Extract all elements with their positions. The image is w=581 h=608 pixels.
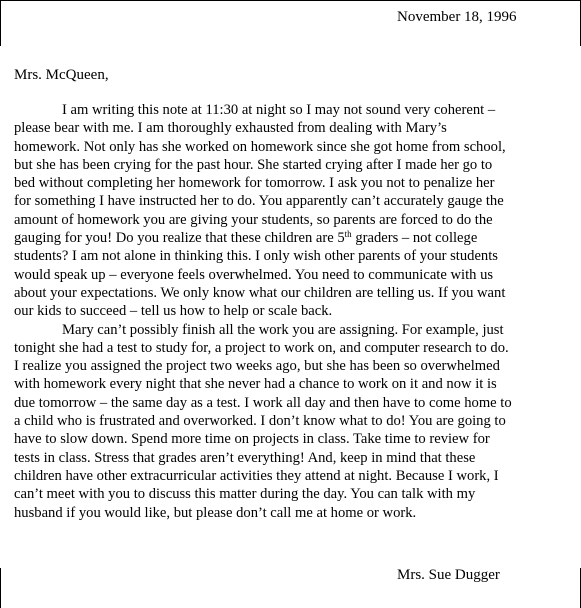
body-line: would speak up – everyone feels overwhelmed. You need to communicate with us <box>14 266 494 283</box>
paragraph-2 <box>14 321 572 522</box>
top-border-line <box>0 0 581 1</box>
body-line: with homework every night that she never had a chance to work on it and now it is <box>14 376 497 393</box>
body-line-part: gauging for you! Do you realize that these children are 5 <box>14 230 345 247</box>
left-border-tick-top <box>0 0 1 46</box>
body-line: have to slow down. Spend more time on projects in class. Take time to review for <box>14 431 490 448</box>
ordinal-superscript: th <box>344 229 352 240</box>
body-line-part: graders – not college <box>351 230 478 247</box>
body-line: homework. Not only has she worked on homework since she got home from school, <box>14 138 506 155</box>
paragraph-1 <box>14 101 572 321</box>
body-line: can’t meet with you to discuss this matter during the day. You can talk with my <box>14 486 476 503</box>
body-line: due tomorrow – the same day as a test. I work all day and then have to come home to <box>14 394 512 411</box>
body-line: our kids to succeed – tell us how to help or scale back. <box>14 303 333 320</box>
body-line: tonight she had a test to study for, a project to work on, and computer research to do. <box>14 339 509 356</box>
letter-salutation: Mrs. McQueen, <box>14 67 109 83</box>
body-line: I realize you assigned the project two weeks ago, but she has been so overwhelmed <box>14 358 500 375</box>
body-line: husband if you would like, but please don’t call me at home or work. <box>14 504 417 521</box>
body-line: children have other extracurricular activities they attend at night. Because I work, I <box>14 467 499 484</box>
body-line: a child who is frustrated and overworked. I don’t know what to do! You are going to <box>14 413 506 430</box>
body-line: about your expectations. We only know what our children are telling us. If you want <box>14 284 506 301</box>
left-border-tick-bottom <box>0 568 1 608</box>
body-line: for something I have instructed her to do. You apparently can’t accurately gauge the <box>14 193 504 210</box>
body-line: bed without completing her homework for tomorrow. I ask you not to penalize her <box>14 175 495 192</box>
letter-date: November 18, 1996 <box>397 9 517 25</box>
letter-body <box>14 101 572 522</box>
body-line: tests in class. Stress that grades aren’t everything! And, keep in mind that these <box>14 449 476 466</box>
letter-signature: Mrs. Sue Dugger <box>397 567 500 583</box>
body-line: but she has been crying for the past hour. She started crying after I made her go to <box>14 156 493 173</box>
body-line: amount of homework you are giving your students, so parents are forced to do the <box>14 211 493 228</box>
body-line: I am writing this note at 11:30 at night so I may not sound very coherent – <box>62 102 496 118</box>
body-line: students? I am not alone in thinking this. I only wish other parents of your students <box>14 248 498 265</box>
body-line: Mary can’t possibly finish all the work you are assigning. For example, just <box>62 321 504 338</box>
body-line: please bear with me. I am thoroughly exhausted from dealing with Mary’s <box>14 120 447 137</box>
body-line <box>14 229 572 247</box>
